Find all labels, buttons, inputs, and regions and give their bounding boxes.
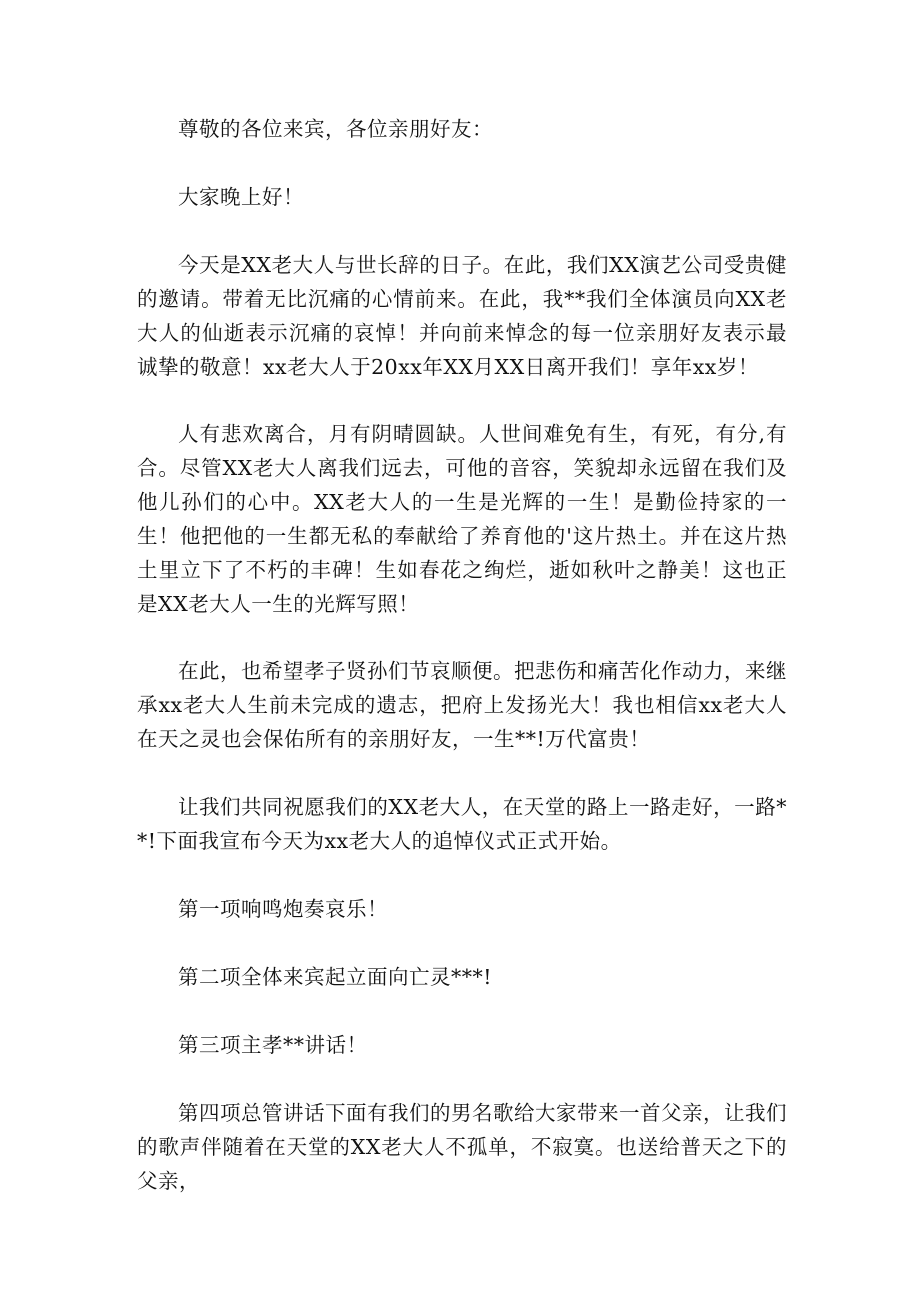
- hope-paragraph: 在此，也希望孝子贤孙们节哀顺便。把悲伤和痛苦化作动力，来继承xx老大人生前未完成的遗志，把府上发扬光大！我也相信xx老大人在天之灵也会保佑所有的亲朋好友，一生**!万代富贵！: [137, 659, 787, 751]
- ceremony-item-1: 第一项响鸣炮奏哀乐！: [178, 897, 388, 921]
- intro-paragraph: 今天是XX老大人与世长辞的日子。在此，我们XX演艺公司受贵健的邀请。带着无比沉痛的心情前来。在此，我**我们全体演员向XX老大人的仙逝表示沉痛的哀悼！并向前来悼念的每一位亲朋好友表示最诚挚的敬意！xx老大人于20xx年XX月XX日离开我们！享年xx岁！: [137, 253, 787, 379]
- ceremony-item-2: 第二项全体来宾起立面向亡灵***!: [178, 965, 492, 989]
- prayer-paragraph: 让我们共同祝愿我们的XX老大人，在天堂的路上一路走好，一路**!下面我宣布今天为xx老大人的追悼仪式正式开始。: [137, 795, 787, 853]
- ceremony-item-3: 第三项主孝**讲话！: [178, 1033, 368, 1057]
- life-paragraph: 人有悲欢离合，月有阴晴圆缺。人世间难免有生，有死，有分,有合。尽管XX老大人离我们远去，可他的音容，笑貌却永远留在我们及他儿孙们的心中。XX老大人的一生是光辉的一生！是勤俭持家的一生！他把他的一生都无私的奉献给了养育他的'这片热土。并在这片热土里立下了不朽的丰碑！生如春花之绚烂，逝如秋叶之静美！这也正是XX老大人一生的光辉写照！: [137, 422, 787, 616]
- hello-paragraph: 大家晚上好！: [178, 185, 304, 209]
- ceremony-item-4: 第四项总管讲话下面有我们的男名歌给大家带来一首父亲，让我们的歌声伴随着在天堂的XX老大人不孤单，不寂寞。也送给普天之下的父亲，: [137, 1101, 787, 1193]
- document-page: [137, 112, 787, 1198]
- greeting-paragraph: 尊敬的各位来宾，各位亲朋好友：: [178, 117, 493, 141]
